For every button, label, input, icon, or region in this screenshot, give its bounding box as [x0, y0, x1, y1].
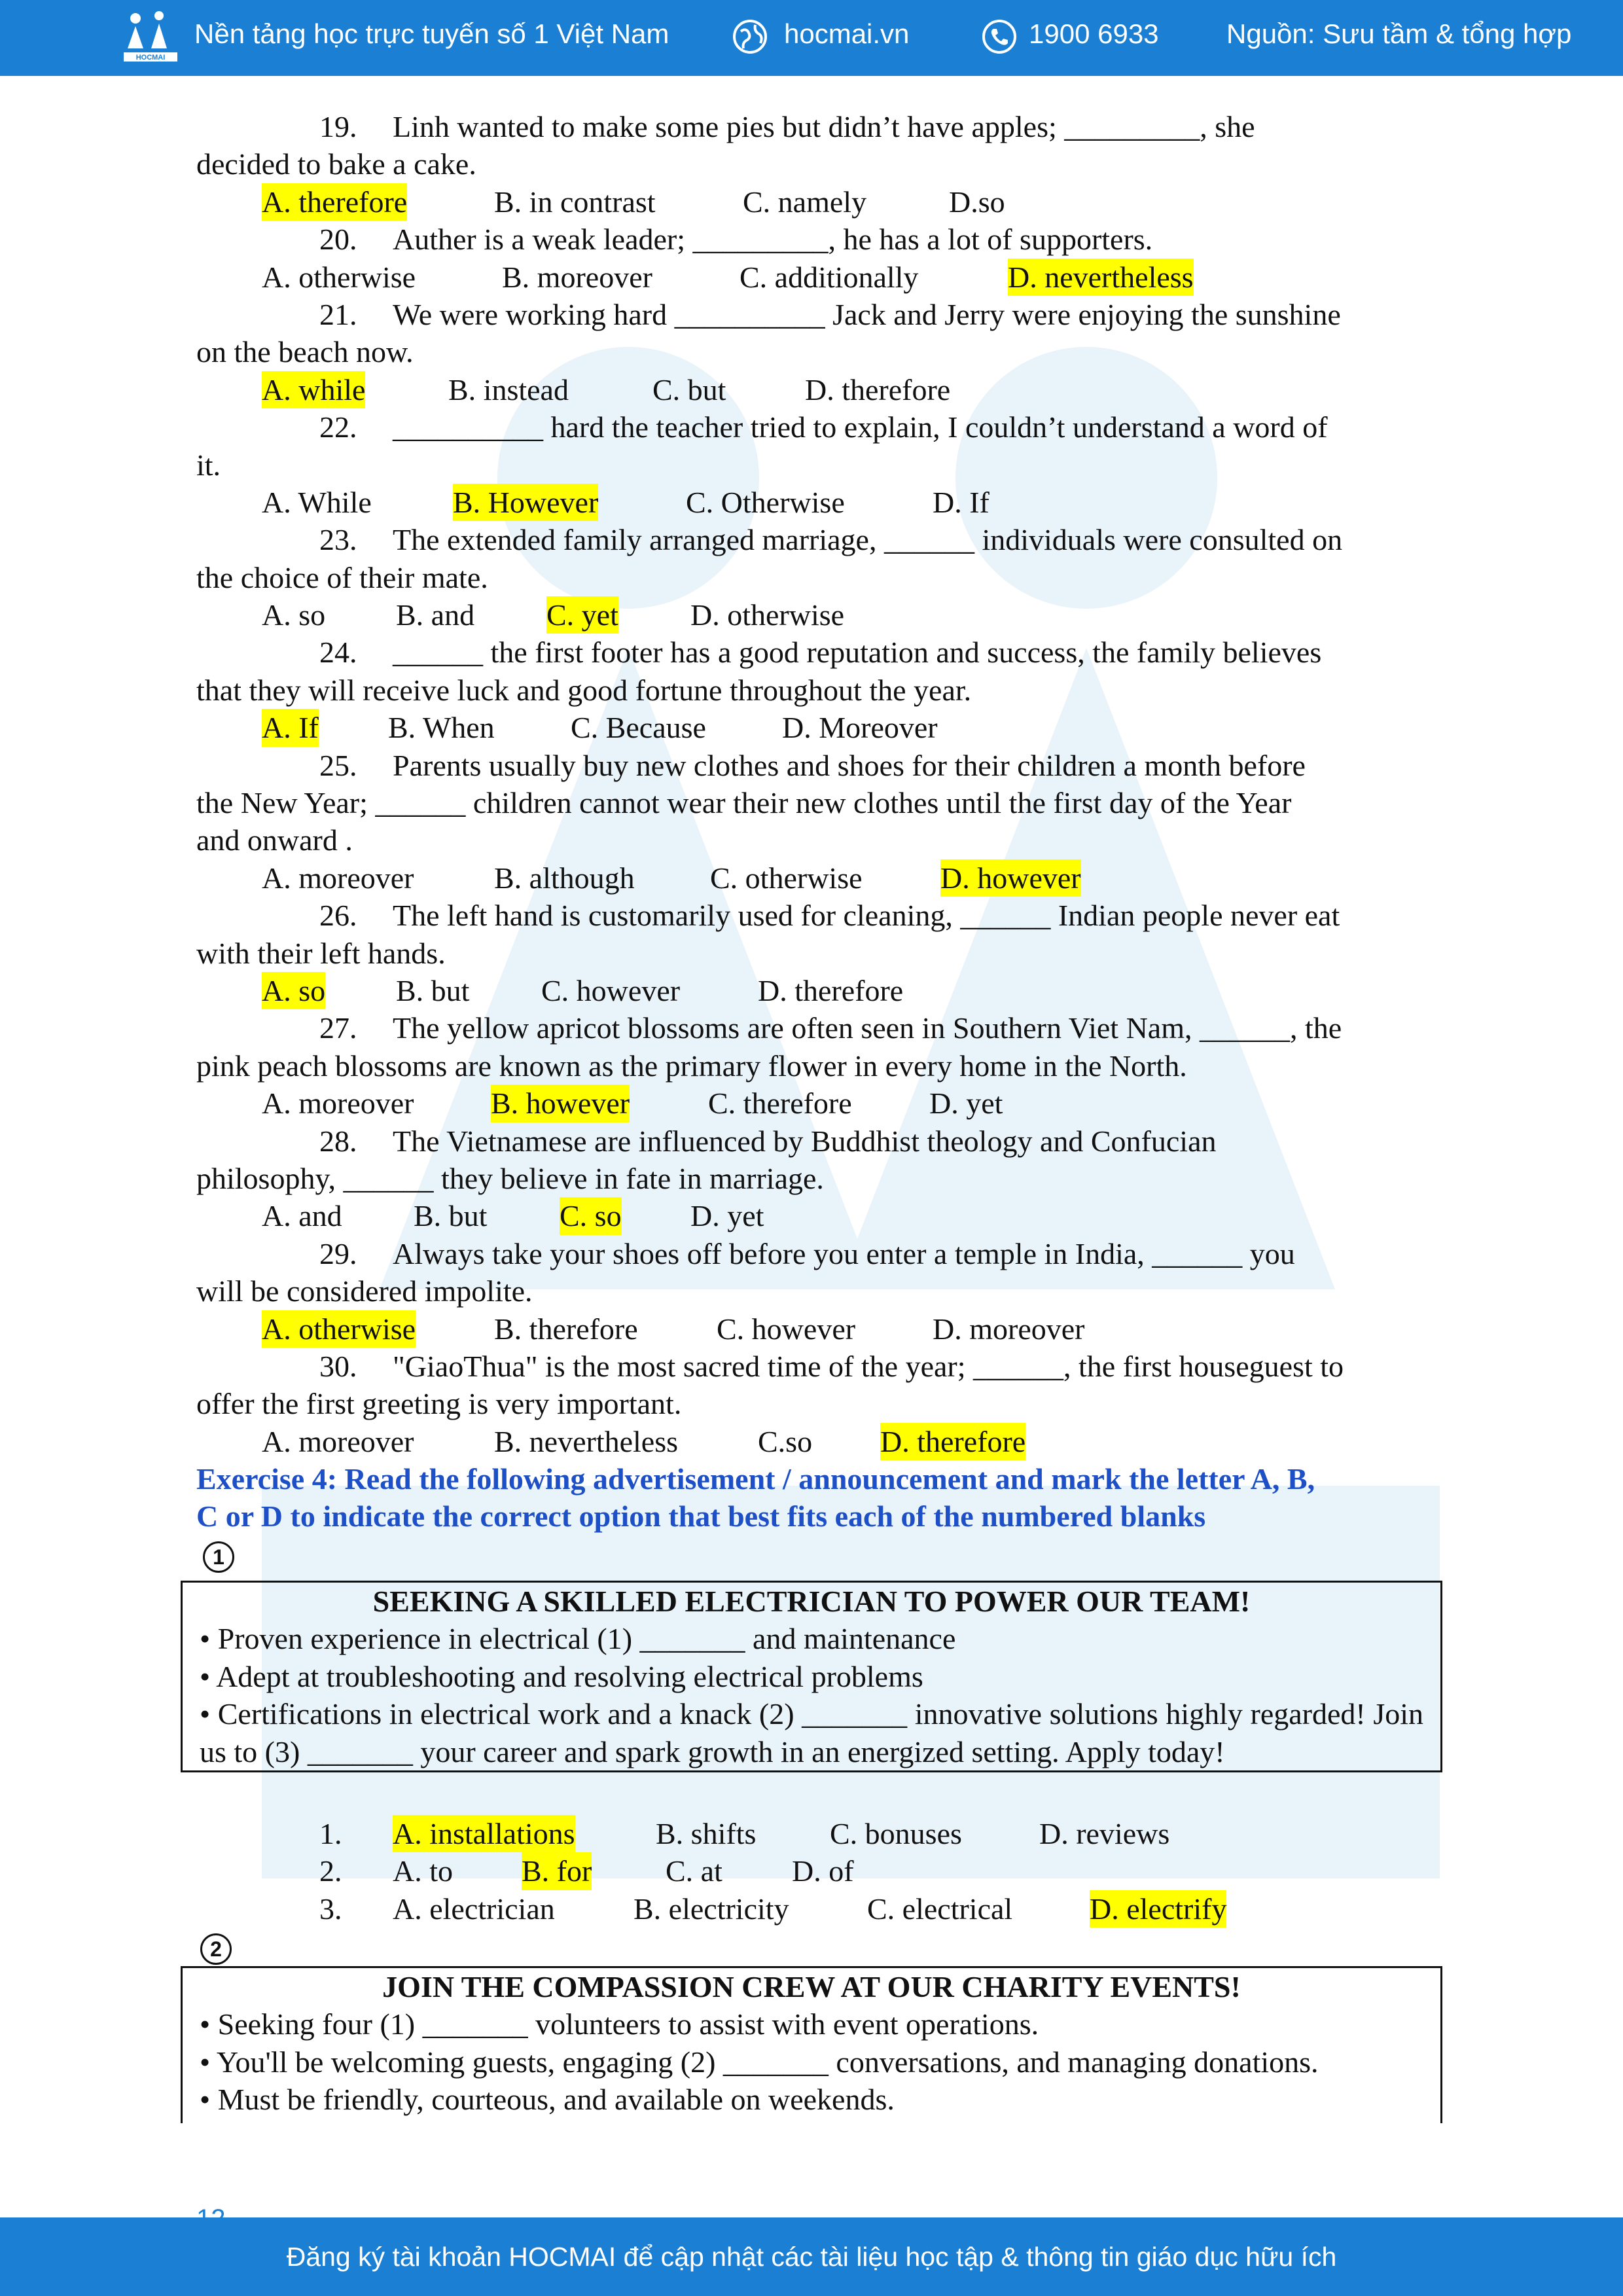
- option-a: A. otherwise: [262, 1310, 416, 1348]
- exercise-4-heading-cont: C or D to indicate the correct option that best fits each of the numbered blanks: [196, 1499, 1206, 1534]
- question-text: "GiaoThua" is the most sacred time of the year; ______, the first houseguest to: [393, 1349, 1344, 1383]
- option-a: A. while: [262, 371, 365, 408]
- question-25: 25. Parents usually buy new clothes and shoes for their children a month before the New Year; ______ children cannot wear their new clothes until the first day of the Year and onward . A. moreover B. although C. otherwise D. however: [196, 747, 1427, 897]
- option-b: B. moreover: [502, 260, 652, 294]
- question-text: Always take your shoes off before you enter a temple in India, ______ you: [393, 1236, 1295, 1270]
- option-c: C. otherwise: [710, 861, 863, 895]
- ad-1-answers: [196, 1815, 1427, 1928]
- option-c: C. Otherwise: [686, 485, 845, 519]
- option-a: A. therefore: [262, 183, 407, 221]
- question-24: 24. ______ the first footer has a good reputation and success, the family believes that they will receive luck and good fortune throughout the year. A. If B. When C. Because D. Moreover: [196, 634, 1427, 746]
- option-d: D. therefore: [758, 973, 904, 1007]
- worksheet-content: [196, 108, 1427, 1570]
- ad-2-bullet-2: • You'll be welcoming guests, engaging (2) _______ conversations, and managing donations.: [200, 2045, 1319, 2079]
- question-text: We were working hard __________ Jack and Jerry were enjoying the sunshine: [393, 297, 1341, 331]
- question-text-cont: will be considered impolite.: [196, 1274, 533, 1308]
- option-c: C. however: [717, 1312, 856, 1346]
- header-website-link[interactable]: hocmai.vn: [784, 18, 910, 49]
- question-30: 30. "GiaoThua" is the most sacred time of the year; ______, the first houseguest to offer the first greeting is very important. A. moreover B. nevertheless C.so D. therefore: [196, 1348, 1427, 1460]
- globe-icon: [732, 18, 768, 55]
- question-text-cont: philosophy, ______ they believe in fate in marriage.: [196, 1161, 824, 1195]
- option-a: A. moreover: [262, 861, 414, 895]
- question-text: The yellow apricot blossoms are often seen in Southern Viet Nam, ______, the: [393, 1011, 1342, 1045]
- question-text: The extended family arranged marriage, ______ individuals were consulted on: [393, 523, 1343, 557]
- question-text-cont: on the beach now.: [196, 335, 414, 369]
- page-footer: Đăng ký tài khoản HOCMAI để cập nhật các tài liệu học tập & thông tin giáo dục hữu ích: [0, 2217, 1623, 2296]
- question-text: ______ the first footer has a good reputation and success, the family believes: [393, 636, 1322, 670]
- ad-2-bullet-3: • Must be friendly, courteous, and available on weekends.: [200, 2083, 895, 2117]
- option-d: D. therefore: [805, 372, 951, 406]
- question-text-cont: and onward .: [196, 823, 353, 857]
- option-a: A. and: [262, 1199, 342, 1233]
- question-text-cont: with their left hands.: [196, 936, 446, 970]
- option-b: B. shifts: [656, 1817, 757, 1850]
- option-c: C. namely: [743, 185, 867, 219]
- svg-text:HOCMAI: HOCMAI: [135, 54, 166, 62]
- option-b: B. in contrast: [494, 185, 656, 219]
- question-text: The Vietnamese are influenced by Buddhist theology and Confucian: [393, 1124, 1217, 1158]
- hocmai-logo-icon: [121, 9, 180, 65]
- option-c: C. additionally: [740, 260, 919, 294]
- option-c: C. yet: [546, 596, 618, 634]
- phone-icon: [981, 18, 1018, 55]
- option-d: D. yet: [690, 1199, 764, 1233]
- option-b: B. although: [494, 861, 635, 895]
- option-b: B. however: [491, 1085, 630, 1122]
- exercise-4-heading: Exercise 4: Read the following advertisement / announcement and mark the letter A, B,: [196, 1462, 1315, 1496]
- header-source: Nguồn: Sưu tầm & tổng hợp: [1226, 18, 1572, 49]
- option-b: B. instead: [448, 372, 569, 406]
- option-d: D. therefore: [880, 1423, 1026, 1460]
- question-text-cont: it.: [196, 448, 221, 482]
- question-text: Linh wanted to make some pies but didn’t have apples; _________, she: [393, 110, 1255, 143]
- option-b: B. but: [414, 1199, 488, 1233]
- option-a: A. electrician: [393, 1892, 555, 1926]
- option-a: A. moreover: [262, 1086, 414, 1121]
- ad-marker-1: 1: [203, 1541, 234, 1573]
- question-29: 29. Always take your shoes off before you enter a temple in India, ______ you will be considered impolite. A. otherwise B. therefore C. however D. moreover: [196, 1235, 1427, 1348]
- option-c: C. electrical: [867, 1892, 1013, 1926]
- question-text: Parents usually buy new clothes and shoes for their children a month before: [393, 748, 1306, 782]
- option-a: A. to: [393, 1854, 453, 1888]
- question-text-cont: the New Year; ______ children cannot wear their new clothes until the first day of the Year: [196, 786, 1292, 820]
- question-text: The left hand is customarily used for cleaning, ______ Indian people never eat: [393, 899, 1340, 933]
- question-text: __________ hard the teacher tried to explain, I couldn’t understand a word of: [393, 410, 1328, 444]
- option-b: B. for: [522, 1852, 592, 1890]
- option-d: D. yet: [929, 1086, 1003, 1121]
- option-a: A. so: [262, 972, 325, 1009]
- option-a: A. installations: [393, 1815, 575, 1852]
- option-c: C. however: [541, 973, 681, 1007]
- ad-1-item-1: 1. A. installations B. shifts C. bonuses D. reviews: [196, 1815, 1427, 1852]
- question-text-cont: pink peach blossoms are known as the primary flower in every home in the North.: [196, 1049, 1187, 1083]
- option-b: B. but: [396, 973, 470, 1007]
- option-b: B. electricity: [633, 1892, 789, 1926]
- question-26: 26. The left hand is customarily used for cleaning, ______ Indian people never eat with their left hands. A. so B. but C. however D. therefore: [196, 897, 1427, 1009]
- option-c: C. bonuses: [830, 1817, 962, 1850]
- question-text: Auther is a weak leader; _________, he has a lot of supporters.: [393, 223, 1153, 257]
- option-c: C. therefore: [708, 1086, 852, 1121]
- ad-2-bullet-1: • Seeking four (1) _______ volunteers to assist with event operations.: [200, 2007, 1039, 2041]
- question-text-cont: that they will receive luck and good fortune throughout the year.: [196, 673, 972, 707]
- option-a: A. moreover: [262, 1424, 414, 1458]
- option-c: C.so: [758, 1424, 813, 1458]
- question-text-cont: decided to bake a cake.: [196, 147, 476, 181]
- question-22: 22. __________ hard the teacher tried to explain, I couldn’t understand a word of it. A. While B. However C. Otherwise D. If: [196, 408, 1427, 521]
- ad-marker-2: 2: [200, 1933, 232, 1965]
- ad-1-bullet-1: • Proven experience in electrical (1) _______ and maintenance: [200, 1622, 956, 1656]
- option-d: D. nevertheless: [1008, 259, 1194, 296]
- ad-1-bullet-3: • Certifications in electrical work and a knack (2) _______ innovative solutions highly regarded! Join us to (3) _______ your career and spark growth in an energized setting. Apply today!: [200, 1697, 1423, 1768]
- question-27: 27. The yellow apricot blossoms are often seen in Southern Viet Nam, ______, the pink peach blossoms are known as the primary flower in every home in the North. A. moreover B. however C. therefore D. yet: [196, 1009, 1427, 1122]
- option-d: D. of: [792, 1854, 854, 1888]
- option-d: D. moreover: [933, 1312, 1085, 1346]
- option-d: D. however: [940, 859, 1081, 897]
- option-a: A. otherwise: [262, 260, 416, 294]
- question-text-cont: offer the first greeting is very important.: [196, 1387, 682, 1421]
- option-d: D.so: [949, 185, 1005, 219]
- option-a: A. If: [262, 709, 319, 746]
- option-b: B. However: [453, 484, 598, 521]
- ad-2-title: JOIN THE COMPASSION CREW AT OUR CHARITY EVENTS!: [382, 1970, 1241, 2003]
- question-28: 28. The Vietnamese are influenced by Buddhist theology and Confucian philosophy, ______ they believe in fate in marriage. A. and B. but C. so D. yet: [196, 1122, 1427, 1235]
- option-b: B. therefore: [494, 1312, 638, 1346]
- option-d: D. otherwise: [690, 598, 845, 632]
- question-20: 20. Auther is a weak leader; _________, he has a lot of supporters. A. otherwise B. moreover C. additionally D. nevertheless: [196, 221, 1427, 296]
- advertisement-2-box: [181, 1966, 1442, 2123]
- option-c: C. Because: [571, 711, 706, 745]
- question-19: 19. Linh wanted to make some pies but didn’t have apples; _________, she decided to bake a cake. A. therefore B. in contrast C. namely D.so: [196, 108, 1427, 221]
- question-21: 21. We were working hard __________ Jack and Jerry were enjoying the sunshine on the beach now. A. while B. instead C. but D. therefore: [196, 296, 1427, 408]
- ad-1-title: SEEKING A SKILLED ELECTRICIAN TO POWER OUR TEAM!: [372, 1585, 1251, 1618]
- option-b: B. nevertheless: [494, 1424, 679, 1458]
- ad-1-item-2: 2. A. to B. for C. at D. of: [196, 1852, 1427, 1890]
- option-a: A. so: [262, 598, 326, 632]
- option-d: D. Moreover: [782, 711, 938, 745]
- question-23: 23. The extended family arranged marriage, ______ individuals were consulted on the choice of their mate. A. so B. and C. yet D. otherwise: [196, 521, 1427, 634]
- option-b: B. When: [388, 711, 495, 745]
- option-c: C. but: [652, 372, 726, 406]
- option-b: B. and: [396, 598, 475, 632]
- option-d: D. electrify: [1090, 1890, 1226, 1928]
- option-d: D. reviews: [1039, 1817, 1170, 1850]
- header-phone[interactable]: 1900 6933: [1029, 18, 1159, 49]
- option-d: D. If: [933, 485, 990, 519]
- ad-1-bullet-2: • Adept at troubleshooting and resolving electrical problems: [200, 1659, 923, 1693]
- option-a: A. While: [262, 485, 372, 519]
- header-tagline: Nền tảng học trực tuyến số 1 Việt Nam: [194, 18, 669, 49]
- question-text-cont: the choice of their mate.: [196, 560, 488, 594]
- option-c: C. so: [560, 1197, 622, 1234]
- ad-1-item-3: 3. A. electrician B. electricity C. electrical D. electrify: [196, 1890, 1427, 1928]
- page-header: [0, 0, 1623, 76]
- option-c: C. at: [666, 1854, 722, 1888]
- advertisement-1-box: [181, 1581, 1442, 1772]
